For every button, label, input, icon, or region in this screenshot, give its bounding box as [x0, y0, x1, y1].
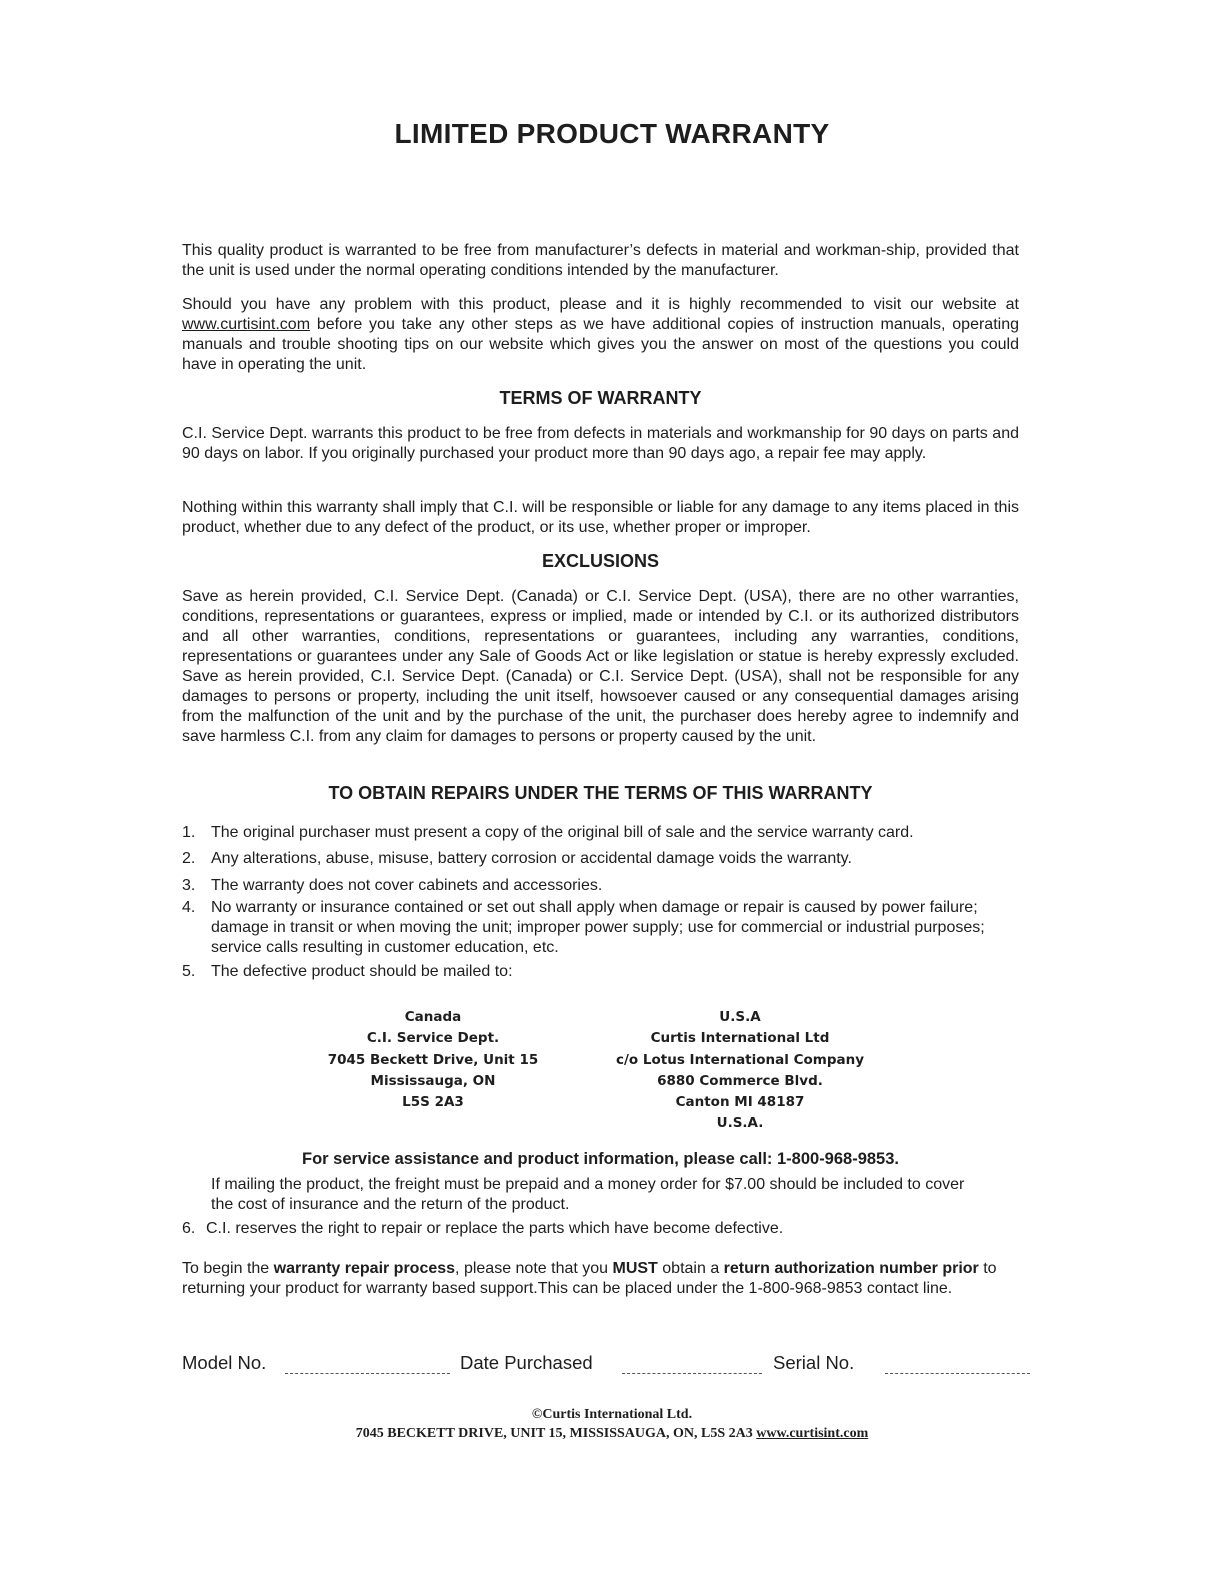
service-phone-notice: For service assistance and product information, please call: 1-800-968-9853.	[302, 1150, 899, 1168]
usa-address	[590, 1007, 890, 1135]
address-line: 7045 Beckett Drive, Unit 15	[327, 1051, 539, 1068]
list-item-number: 3.	[182, 877, 196, 894]
intro-paragraph-2	[182, 295, 1019, 375]
website-link[interactable]: www.curtisint.com	[182, 316, 311, 333]
repairs-heading: TO OBTAIN REPAIRS UNDER THE TERMS OF THIS WARRANTY	[328, 783, 873, 803]
return-authorization-paragraph	[182, 1259, 1019, 1299]
address-line: Canton MI 48187	[675, 1094, 805, 1111]
serial-number-label: Serial No.	[773, 1352, 855, 1373]
terms-heading: TERMS OF WARRANTY	[499, 388, 702, 408]
list-item-text: The original purchaser must present a copy of the original bill of sale and the service warranty card.	[211, 824, 914, 841]
address-line: L5S 2A3	[402, 1094, 464, 1111]
address-line: Mississauga, ON	[370, 1072, 496, 1089]
address-line: Curtis International Ltd	[650, 1030, 830, 1047]
address-line: 6880 Commerce Blvd.	[657, 1072, 823, 1089]
list-item-number: 2.	[182, 850, 196, 867]
list-item-number: 1.	[182, 824, 196, 841]
address-line: U.S.A.	[716, 1115, 764, 1132]
exclusions-paragraph: Save as herein provided, C.I. Service Dept. (Canada) or C.I. Service Dept. (USA), there are no other warranties, conditions, representations or guarantees, express or implied, made or intended by C.I. or its authorized distributors and all other warranties, conditions, representations or guarantees, including any warranties, conditions, representations or guarantees under any Sale of Goods Act or like legislation or statue is hereby expressly excluded. Save as herein provided, C.I. Service Dept. (Canada) or C.I. Service Dept. (USA), shall not be responsible for any damages to persons or property, including the unit itself, howsoever caused or any consequential damages arising from the malfunction of the unit and by the purchase of the unit, the purchaser does hereby agree to indemnify and save harmless C.I. from any claim for damages to persons or property caused by the unit.	[182, 588, 1019, 745]
footer-address	[0, 1426, 1224, 1442]
process-emphasis: warranty repair process	[273, 1260, 456, 1277]
list-item-number: 6.	[182, 1220, 196, 1237]
canada-address	[313, 1007, 553, 1113]
terms-paragraph-1: C.I. Service Dept. warrants this product to be free from defects in materials and workmanship for 90 days on parts and 90 days on labor. If you originally purchased your product more than 90 days ago, a repair fee may apply.	[182, 425, 1019, 462]
list-item-text: C.I. reserves the right to repair or replace the parts which have become defective.	[206, 1220, 784, 1237]
footer-address-text: 7045 BECKETT DRIVE, UNIT 15, MISSISSAUGA, ON, L5S 2A3	[355, 1426, 753, 1441]
intro-paragraph-1: This quality product is warranted to be free from manufacturer’s defects in material and workman-ship, provided that the unit is used under the normal operating conditions intended by the manufacturer.	[182, 242, 1019, 279]
process-text: , please note that you	[455, 1260, 613, 1277]
list-item-text: No warranty or insurance contained or set out shall apply when damage or repair is caused by power failure; damage in transit or when moving the unit; improper power supply; use for commercial or industrial purposes; service calls resulting in customer education, etc.	[211, 899, 985, 956]
model-number-label: Model No.	[182, 1352, 267, 1373]
list-item-text: Any alterations, abuse, misuse, battery corrosion or accidental damage voids the warranty.	[211, 850, 852, 867]
list-item-number: 4.	[182, 899, 196, 916]
list-item-text: The warranty does not cover cabinets and accessories.	[211, 877, 603, 894]
process-text: obtain a	[657, 1260, 724, 1277]
exclusions-heading: EXCLUSIONS	[541, 551, 660, 571]
process-emphasis: return authorization number prior	[723, 1260, 979, 1277]
page-title: LIMITED PRODUCT WARRANTY	[394, 118, 830, 149]
intro-lead-text: Should you have any problem with this product, please and it is highly recommended to visit our website at	[182, 296, 1019, 313]
footer-website-link[interactable]: www.curtisint.com	[756, 1426, 869, 1441]
list-item-text: The defective product should be mailed to:	[211, 963, 513, 980]
footer-copyright: ©Curtis International Ltd.	[531, 1407, 693, 1422]
process-emphasis: MUST	[612, 1260, 658, 1277]
mailing-note: If mailing the product, the freight must be prepaid and a money order for $7.00 should be included to cover the cost of insurance and the return of the product.	[211, 1176, 965, 1213]
process-text: To begin the	[182, 1260, 274, 1277]
address-line: U.S.A	[719, 1009, 761, 1025]
model-number-field[interactable]	[285, 1373, 450, 1374]
serial-number-field[interactable]	[885, 1373, 1030, 1374]
process-text: to returning your product for warranty based support.This can be placed under the 1-800-968-9853 contact line.	[182, 1260, 997, 1297]
address-line: C.I. Service Dept.	[366, 1030, 500, 1047]
list-item-number: 5.	[182, 963, 196, 980]
intro-rest-text: before you take any other steps as we have additional copies of instruction manuals, operating manuals and trouble shooting tips on our website which gives you the answer on most of the questions you could have in operating the unit.	[182, 316, 1019, 373]
date-purchased-field[interactable]	[622, 1373, 762, 1374]
address-line: c/o Lotus International Company	[615, 1051, 865, 1068]
terms-paragraph-2: Nothing within this warranty shall imply that C.I. will be responsible or liable for any damage to any items placed in this product, whether due to any defect of the product, or its use, whether proper or improper.	[182, 499, 1019, 536]
date-purchased-label: Date Purchased	[460, 1352, 593, 1373]
address-line: Canada	[404, 1009, 462, 1025]
